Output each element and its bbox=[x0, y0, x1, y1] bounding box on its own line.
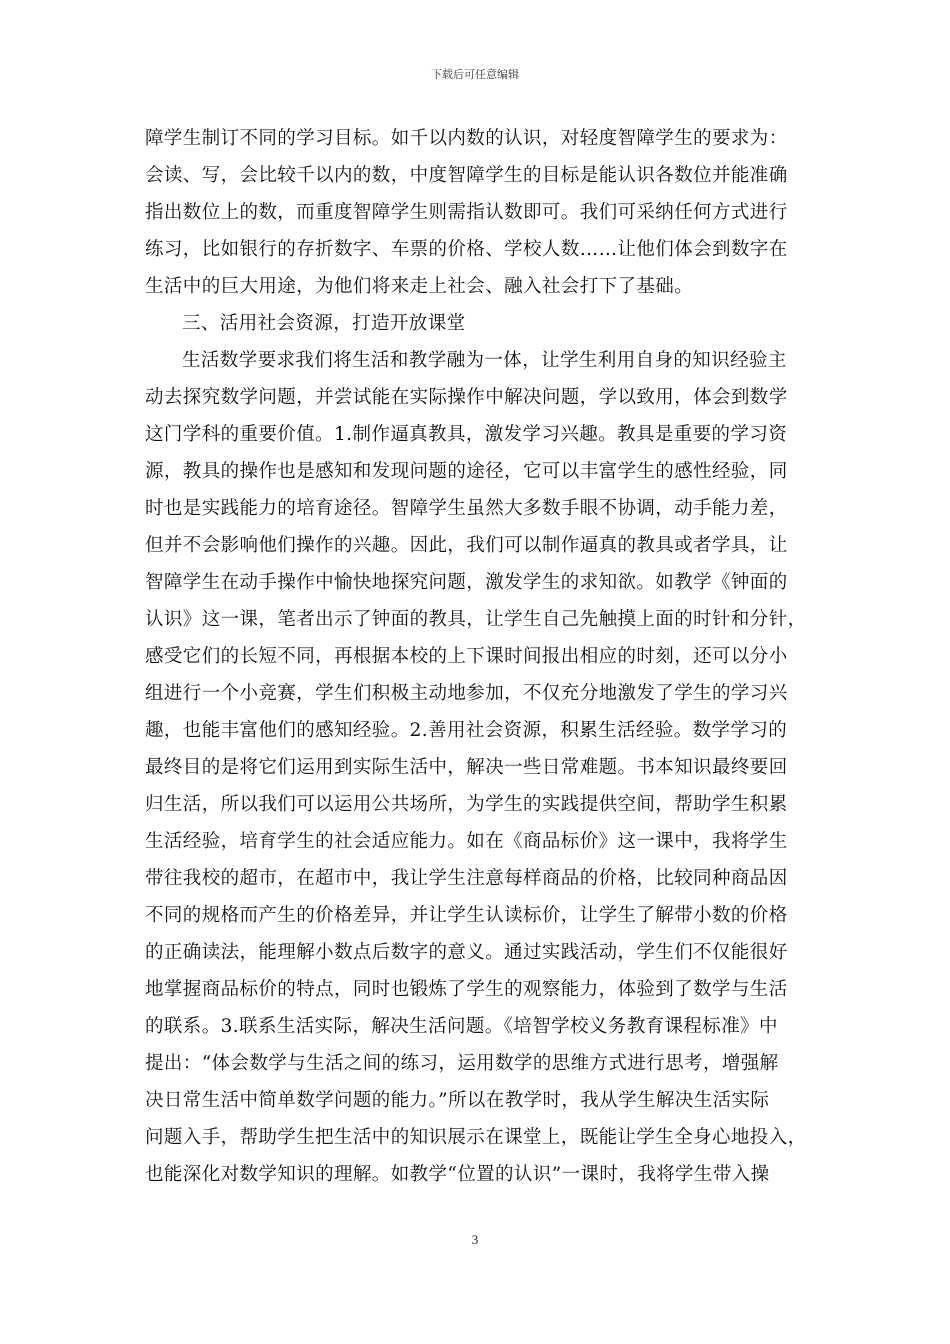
text-line: 感受它们的长短不同，再根据本校的上下课时间报出相应的时刻，还可以分小 bbox=[145, 646, 788, 667]
text-line: 生活经验，培育学生的社会适应能力。如在《商品标价》这一课中，我将学生 bbox=[145, 831, 788, 852]
text-line: 这门学科的重要价值。1.制作逼真教具，激发学习兴趣。教具是重要的学习资 bbox=[145, 424, 788, 445]
text-line: 指出数位上的数，而重度智障学生则需指认数即可。我们可采纳任何方式进行 bbox=[145, 202, 788, 223]
text-line: 但并不会影响他们操作的兴趣。因此，我们可以制作逼真的教具或者学具，让 bbox=[145, 535, 788, 556]
text-line: 的联系。3.联系生活实际，解决生活问题。《培智学校义务教育课程标准》中 bbox=[145, 1016, 778, 1037]
page-number: 3 bbox=[471, 1232, 479, 1247]
text-line: 决日常生活中简单数学问题的能力。”所以在教学时，我从学生解决生活实际 bbox=[145, 1090, 770, 1111]
text-line: 提出：“体会数学与生活之间的练习，运用数学的思维方式进行思考，增强解 bbox=[145, 1053, 779, 1074]
text-line: 组进行一个小竞赛，学生们积极主动地参加，不仅充分地激发了学生的学习兴 bbox=[145, 683, 788, 704]
text-line: 源，教具的操作也是感知和发现问题的途径，它可以丰富学生的感性经验，同 bbox=[145, 461, 788, 482]
text-line: 归生活，所以我们可以运用公共场所，为学生的实践提供空间，帮助学生积累 bbox=[145, 794, 788, 815]
text-line: 障学生制订不同的学习目标。如千以内数的认识，对轻度智障学生的要求为： bbox=[145, 128, 788, 149]
page-header: 下载后可任意编辑 bbox=[431, 68, 519, 81]
text-line: 最终目的是将它们运用到实际生活中，解决一些日常难题。书本知识最终要回 bbox=[145, 757, 788, 778]
text-line: 会读、写，会比较千以内的数，中度智障学生的目标是能认识各数位并能准确 bbox=[145, 165, 788, 186]
text-line: 不同的规格而产生的价格差异，并让学生认读标价，让学生了解带小数的价格 bbox=[145, 905, 788, 926]
text-line: 动去探究数学问题，并尝试能在实际操作中解决问题，学以致用，体会到数学 bbox=[145, 387, 788, 408]
text-line: 认识》这一课，笔者出示了钟面的教具，让学生自己先触摸上面的时针和分针， bbox=[145, 609, 807, 630]
text-line: 时也是实践能力的培育途径。智障学生虽然大多数手眼不协调，动手能力差， bbox=[145, 498, 788, 519]
text-line: 问题入手，帮助学生把生活中的知识展示在课堂上，既能让学生全身心地投入， bbox=[145, 1127, 807, 1148]
text-line: 带往我校的超市，在超市中，我让学生注意每样商品的价格，比较同种商品因 bbox=[145, 868, 788, 889]
text-line: 生活中的巨大用途，为他们将来走上社会、融入社会打下了基础。 bbox=[145, 276, 694, 297]
text-line: 练习，比如银行的存折数字、车票的价格、学校人数……让他们体会到数字在 bbox=[145, 239, 788, 260]
text-line: 趣，也能丰富他们的感知经验。2.善用社会资源，积累生活经验。数学学习的 bbox=[145, 720, 788, 741]
paragraph-first-line: 生活数学要求我们将生活和教学融为一体，让学生利用自身的知识经验主 bbox=[182, 350, 787, 371]
text-line: 的正确读法，能理解小数点后数字的意义。通过实践活动，学生们不仅能很好 bbox=[145, 942, 788, 963]
text-line: 地掌握商品标价的特点，同时也锻炼了学生的观察能力，体验到了数学与生活 bbox=[145, 979, 788, 1000]
text-line: 也能深化对数学知识的理解。如教学“位置的认识”一课时，我将学生带入操 bbox=[145, 1164, 770, 1185]
text-line: 智障学生在动手操作中愉快地探究问题，激发学生的求知欲。如教学《钟面的 bbox=[145, 572, 788, 593]
section-heading: 三、活用社会资源，打造开放课堂 bbox=[182, 313, 466, 334]
